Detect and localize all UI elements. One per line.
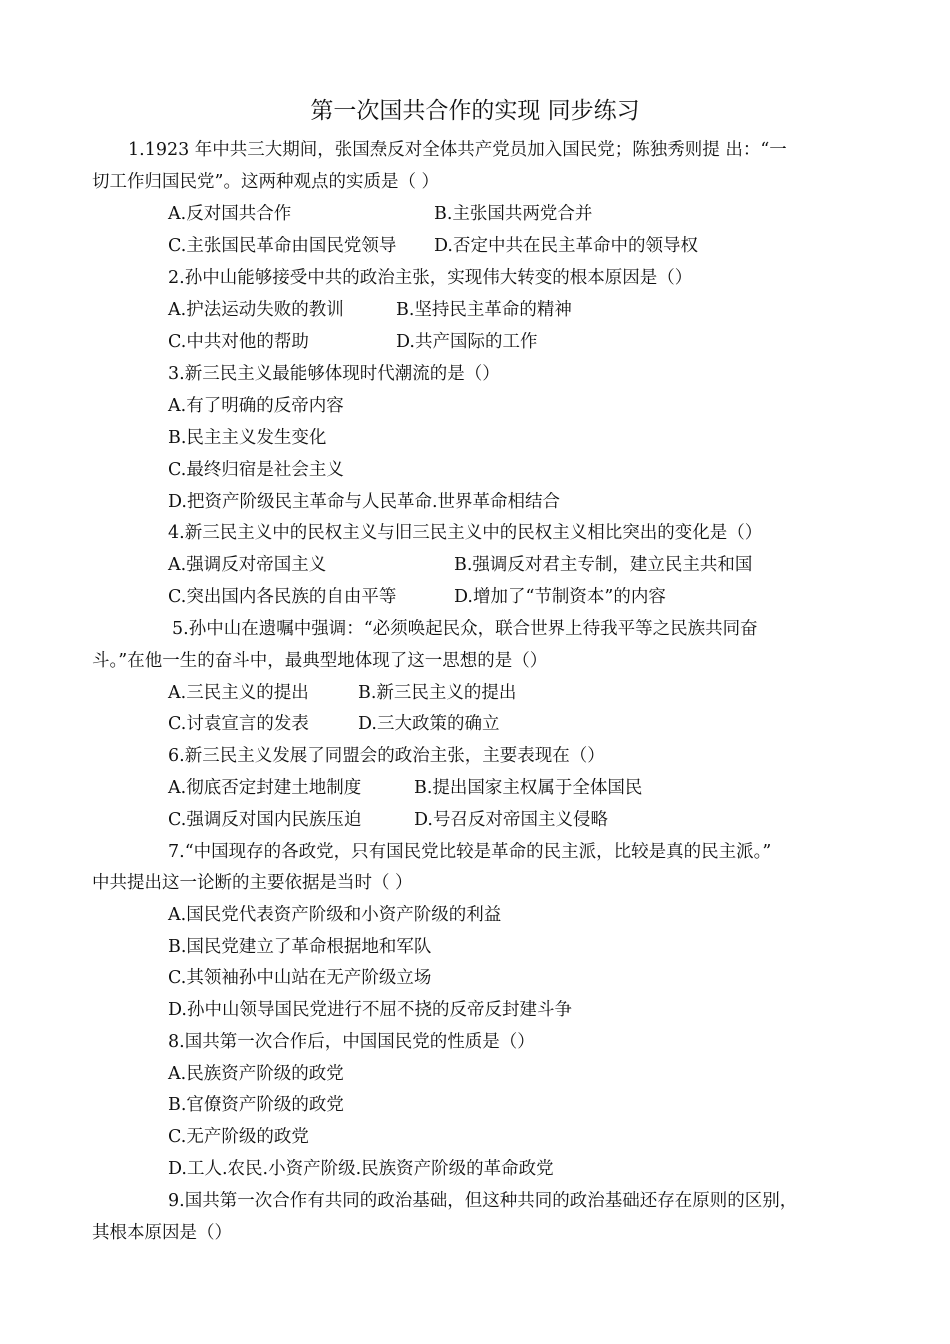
q7-option-b: B.国民党建立了革命根据地和军队 xyxy=(168,937,432,957)
q2-stem: 2.孙中山能够接受中共的政治主张，实现伟大转变的根本原因是（） xyxy=(168,268,693,288)
q2-option-b: B.坚持民主革命的精神 xyxy=(396,300,572,320)
q4-option-a: A.强调反对帝国主义 xyxy=(168,555,327,575)
q7-option-c: C.其领袖孙中山站在无产阶级立场 xyxy=(168,968,432,988)
q5-option-a: A.三民主义的提出 xyxy=(168,683,309,703)
q3-option-b: B.民主主义发生变化 xyxy=(168,428,327,448)
q4-stem: 4.新三民主义中的民权主义与旧三民主义中的民权主义相比突出的变化是（） xyxy=(168,523,763,543)
q6-stem: 6.新三民主义发展了同盟会的政治主张，主要表现在（） xyxy=(168,746,605,766)
q1-stem-line1: 1.1923 年中共三大期间，张国焘反对全体共产党员加入国民党；陈独秀则提 出：“一 xyxy=(128,140,787,160)
q4-option-c: C.突出国内各民族的自由平等 xyxy=(168,587,397,607)
q4-option-b: B.强调反对君主专制，建立民主共和国 xyxy=(454,555,753,575)
q3-option-a: A.有了明确的反帝内容 xyxy=(168,396,344,416)
q1-stem-line2: 切工作归国民党”。这两种观点的实质是（ ） xyxy=(92,172,440,192)
q6-option-c: C.强调反对国内民族压迫 xyxy=(168,810,362,830)
q8-option-a: A.民族资产阶级的政党 xyxy=(168,1064,344,1084)
q7-stem-line1: 7.“中国现存的各政党，只有国民党比较是革命的民主派，比较是真的民主派。” xyxy=(168,842,772,862)
q6-option-a: A.彻底否定封建土地制度 xyxy=(168,778,362,798)
q5-option-d: D.三大政策的确立 xyxy=(358,714,500,734)
q2-option-a: A.护法运动失败的教训 xyxy=(168,300,344,320)
q5-option-c: C.讨袁宣言的发表 xyxy=(168,714,309,734)
q8-option-c: C.无产阶级的政党 xyxy=(168,1127,309,1147)
q4-option-d: D.增加了“节制资本”的内容 xyxy=(454,587,666,607)
q1-option-a: A.反对国共合作 xyxy=(168,204,292,224)
q1-option-d: D.否定中共在民主革命中的领导权 xyxy=(434,236,698,256)
q6-option-b: B.提出国家主权属于全体国民 xyxy=(414,778,643,798)
q7-option-d: D.孙中山领导国民党进行不屈不挠的反帝反封建斗争 xyxy=(168,1000,572,1020)
q1-option-c: C.主张国民革命由国民党领导 xyxy=(168,236,397,256)
q9-stem-line1: 9.国共第一次合作有共同的政治基础，但这种共同的政治基础还存在原则的区别， xyxy=(168,1191,798,1211)
q2-option-d: D.共产国际的工作 xyxy=(396,332,538,352)
q7-option-a: A.国民党代表资产阶级和小资产阶级的利益 xyxy=(168,905,502,925)
q8-stem: 8.国共第一次合作后，中国国民党的性质是（） xyxy=(168,1032,535,1052)
page-title: 第一次国共合作的实现 同步练习 xyxy=(310,98,640,124)
q8-option-b: B.官僚资产阶级的政党 xyxy=(168,1095,344,1115)
q9-stem-line2: 其根本原因是（） xyxy=(92,1223,232,1243)
q5-option-b: B.新三民主义的提出 xyxy=(358,683,517,703)
q3-option-c: C.最终归宿是社会主义 xyxy=(168,460,344,480)
q5-stem-line1: 5.孙中山在遗嘱中强调：“必须唤起民众，联合世界上待我平等之民族共同奋 xyxy=(172,619,758,639)
q2-option-c: C.中共对他的帮助 xyxy=(168,332,309,352)
q7-stem-line2: 中共提出这一论断的主要依据是当时（ ） xyxy=(92,873,413,893)
q3-option-d: D.把资产阶级民主革命与人民革命.世界革命相结合 xyxy=(168,492,561,512)
q5-stem-line2: 斗。”在他一生的奋斗中，最典型地体现了这一思想的是（） xyxy=(92,651,548,671)
q8-option-d: D.工人.农民.小资产阶级.民族资产阶级的革命政党 xyxy=(168,1159,554,1179)
q6-option-d: D.号召反对帝国主义侵略 xyxy=(414,810,608,830)
q3-stem: 3.新三民主义最能够体现时代潮流的是（） xyxy=(168,364,500,384)
q1-option-b: B.主张国共两党合并 xyxy=(434,204,593,224)
